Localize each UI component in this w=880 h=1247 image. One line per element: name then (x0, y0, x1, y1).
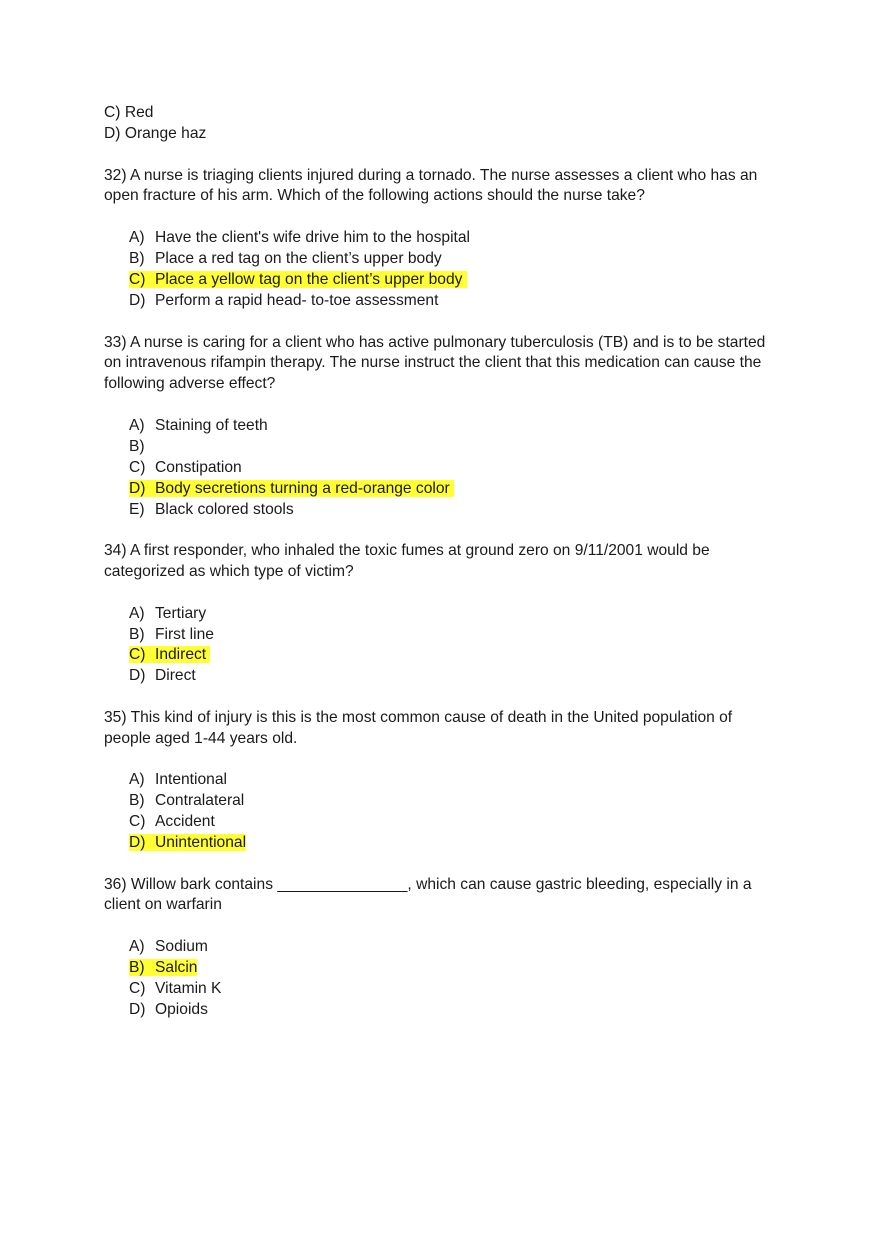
q33-option-e: E) Black colored stools (129, 501, 294, 518)
q33-option-c: C) Constipation (129, 459, 242, 476)
q36-stem-line-1: 36) Willow bark contains _______________, which can cause gastric bleeding, especially in a (104, 876, 752, 893)
prev-option-c: C) Red (104, 104, 154, 121)
q34-stem-line-2: categorized as which type of victim? (104, 563, 354, 580)
q35-stem-line-2: people aged 1-44 years old. (104, 730, 298, 747)
q33-option-b: B) (129, 438, 145, 455)
q33-option-d-highlighted: D) Body secretions turning a red-orange color (129, 479, 454, 499)
q32-option-c-highlighted: C) Place a yellow tag on the client’s upper body (129, 270, 467, 290)
q36-stem-line-2: client on warfarin (104, 896, 222, 913)
prev-option-d: D) Orange haz (104, 125, 207, 142)
q34-stem-line-1: 34) A first responder, who inhaled the toxic fumes at ground zero on 9/11/2001 would be (104, 542, 710, 559)
q36-option-d: D) Opioids (129, 1001, 208, 1018)
q32-stem-line-1: 32) A nurse is triaging clients injured during a tornado. The nurse assesses a client who has an (104, 167, 758, 184)
q34-option-a: A) Tertiary (129, 605, 207, 622)
q35-stem-line-1: 35) This kind of injury is this is the most common cause of death in the United population of (104, 709, 733, 726)
q34-option-b: B) First line (129, 626, 214, 643)
q32-option-a: A) Have the client's wife drive him to the hospital (129, 229, 471, 246)
q35-option-c: C) Accident (129, 813, 215, 830)
q35-option-b: B) Contralateral (129, 792, 245, 809)
q34-option-c-highlighted: C) Indirect (129, 645, 210, 665)
q35-option-d-highlighted: D) Unintentional (129, 834, 247, 851)
q32-option-b: B) Place a red tag on the client’s upper body (129, 250, 442, 267)
q36-option-a: A) Sodium (129, 938, 208, 955)
q35-option-a: A) Intentional (129, 771, 227, 788)
q36-option-c: C) Vitamin K (129, 980, 222, 997)
q32-stem-line-2: open fracture of his arm. Which of the following actions should the nurse take? (104, 187, 645, 204)
q33-stem-line-2: on intravenous rifampin therapy. The nurse instruct the client that this medication can cause the (104, 354, 762, 371)
q32-option-d: D) Perform a rapid head- to-toe assessment (129, 292, 439, 309)
q33-option-a: A) Staining of teeth (129, 417, 268, 434)
q33-stem-line-1: 33) A nurse is caring for a client who has active pulmonary tuberculosis (TB) and is to be started (104, 334, 766, 351)
q34-option-d: D) Direct (129, 667, 196, 684)
q36-option-b-highlighted: B) Salcin (129, 959, 198, 976)
q33-stem-line-3: following adverse effect? (104, 375, 276, 392)
